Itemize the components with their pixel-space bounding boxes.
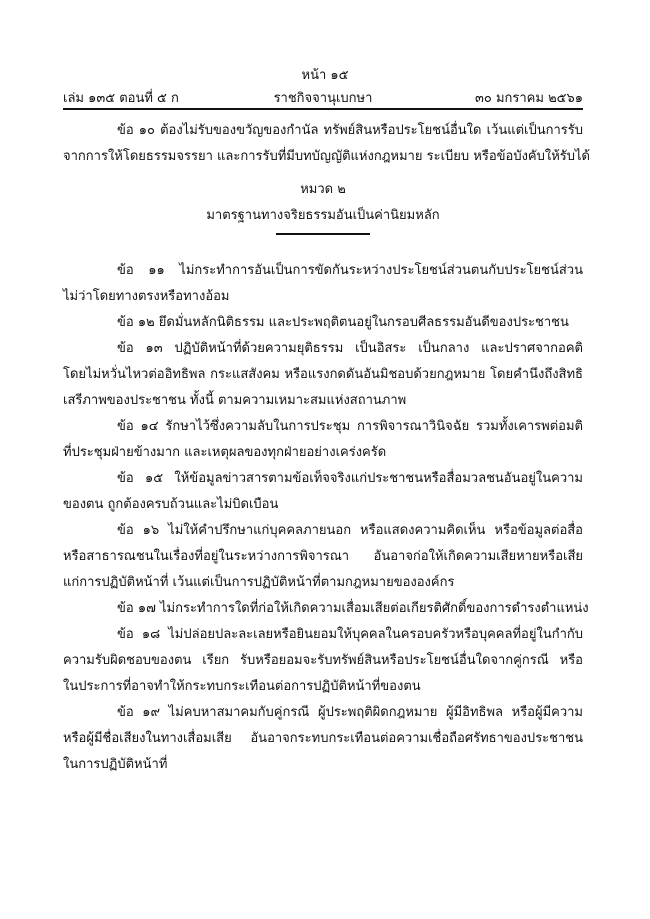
- clause-line: ข้อ ๑๔ รักษาไว้ซึ่งความลับในการประชุม การพิจารณาวินิจฉัย รวมทั้งเคารพต่อมติ: [117, 419, 583, 434]
- clause-line: ในประการที่อาจทำให้กระทบกระเทือนต่อการปฏิบัติหน้าที่ของตน: [63, 679, 421, 694]
- chapter-number: หมวด ๒: [300, 182, 346, 197]
- clause: [63, 258, 583, 310]
- clause: [63, 596, 589, 622]
- clauses-list: [63, 258, 589, 778]
- clause: [63, 700, 583, 778]
- clause: [63, 518, 583, 596]
- clause-line: ข้อ ๑๓ ปฏิบัติหน้าที่ด้วยความยุติธรรม เป็นอิสระ เป็นกลาง และปราศจากอคติ: [117, 341, 583, 356]
- clause-line: ที่ประชุมฝ่ายข้างมาก และเหตุผลของทุกฝ่ายอย่างเคร่งครัด: [63, 445, 387, 460]
- clause-line: ข้อ ๑๖ ไม่ให้คำปรึกษาแก่บุคคลภายนอก หรือแสดงความคิดเห็น หรือข้อมูลต่อสื่อ: [117, 523, 583, 538]
- clause-line: ข้อ ๑๘ ไม่ปล่อยปละละเลยหรือยินยอมให้บุคคลในครอบครัวหรือบุคคลที่อยู่ในกำกับ: [117, 627, 583, 642]
- volume-issue: เล่ม ๑๓๕ ตอนที่ ๕ ก: [63, 91, 179, 106]
- clause-line: จากการให้โดยธรรมจรรยา และการรับที่มีบทบัญญัติแห่งกฎหมาย ระเบียบ หรือข้อบังคับให้รับได้: [63, 149, 591, 164]
- clause: [63, 466, 583, 518]
- clause-line: โดยไม่หวั่นไหวต่ออิทธิพล กระแสสังคม หรือแรงกดดันอันมิชอบด้วยกฎหมาย โดยคำนึงถึงสิทธิ: [63, 367, 583, 382]
- clause-line: หรือสาธารณชนในเรื่องที่อยู่ในระหว่างการพิจารณา อันอาจก่อให้เกิดความเสียหายหรือเสีย: [63, 549, 583, 564]
- page-number: หน้า ๑๕: [301, 68, 349, 83]
- gazette-header: [63, 87, 583, 105]
- clause-line: ข้อ ๑๕ ให้ข้อมูลข่าวสารตามข้อเท็จจริงแก่ประชาชนหรือสื่อมวลชนอันอยู่ในความ: [117, 471, 583, 486]
- clause-line: ข้อ ๑๒ ยึดมั่นหลักนิติธรรม และประพฤติตนอยู่ในกรอบศีลธรรมอันดีของประชาชน: [117, 315, 569, 330]
- clause-line: ข้อ ๑๙ ไม่คบหาสมาคมกับคู่กรณี ผู้ประพฤติผิดกฎหมาย ผู้มีอิทธิพล หรือผู้มีความ: [117, 705, 583, 720]
- chapter-title: มาตรฐานทางจริยธรรมอันเป็นค่านิยมหลัก: [206, 208, 440, 223]
- chapter-heading: [63, 177, 583, 235]
- publication-date: ๓๐ มกราคม ๒๕๖๑: [475, 91, 583, 106]
- clause-line: ไม่ว่าโดยทางตรงหรือทางอ้อม: [63, 289, 230, 304]
- clause-10: [63, 118, 591, 170]
- clause-line: ความรับผิดชอบของตน เรียก รับหรือยอมจะรับทรัพย์สินหรือประโยชน์อื่นใดจากคู่กรณี หรือ: [63, 653, 583, 668]
- clause: [63, 336, 583, 414]
- publication-name: ราชกิจจานุเบกษา: [273, 91, 373, 106]
- clause-line: ข้อ ๑๑ ไม่กระทำการอันเป็นการขัดกันระหว่างประโยชน์ส่วนตนกับประโยชน์ส่วน: [117, 263, 583, 278]
- clause-line: ข้อ ๑๗ ไม่กระทำการใดที่ก่อให้เกิดความเสื่อมเสียต่อเกียรติศักดิ์ของการดำรงตำแหน่ง: [117, 601, 589, 616]
- clause-line: ในการปฏิบัติหน้าที่: [63, 757, 168, 772]
- clause-line: แก่การปฏิบัติหน้าที่ เว้นแต่เป็นการปฏิบัติหน้าที่ตามกฎหมายขององค์กร: [63, 575, 455, 590]
- clause: [63, 310, 583, 336]
- clause-line: ข้อ ๑๐ ต้องไม่รับของขวัญของกำนัล ทรัพย์สินหรือประโยชน์อื่นใด เว้นแต่เป็นการรับ: [117, 123, 583, 138]
- clause-line: หรือผู้มีชื่อเสียงในทางเสื่อมเสีย อันอาจกระทบกระเทือนต่อความเชื่อถือศรัทธาของประชาชน: [63, 731, 583, 746]
- clause: [63, 622, 583, 700]
- clause-line: เสรีภาพของประชาชน ทั้งนี้ ตามความเหมาะสมแห่งสถานภาพ: [63, 393, 407, 408]
- clause: [63, 414, 583, 466]
- clause-line: ของตน ถูกต้องครบถ้วนและไม่บิดเบือน: [63, 497, 279, 512]
- header-rule: [63, 108, 583, 110]
- chapter-rule: [276, 233, 370, 235]
